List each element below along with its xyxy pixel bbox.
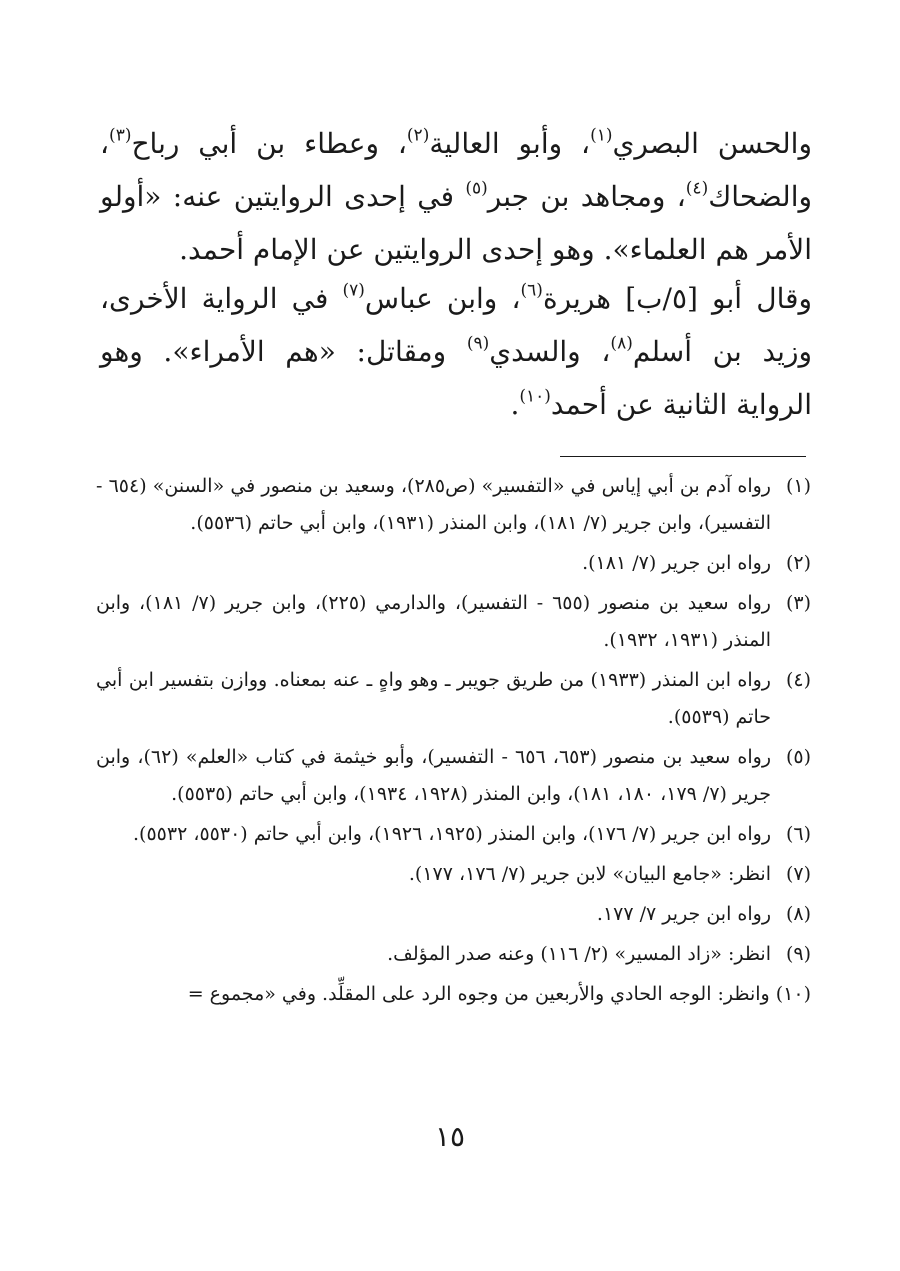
footnote-text: رواه سعيد بن منصور (٦٥٣، ٦٥٦ - التفسير)، وأبو خيثمة في كتاب «العلم» (٦٢)، وابن جرير (٧/ ١٧٩، ١٨٠، ١٨١)، وابن المنذر (١٩٢٨، ١٩٣٤)، وابن أبي حاتم (٥٥٣٥).	[96, 746, 772, 805]
body-segment: ، والسدي	[489, 335, 611, 368]
body-segment: ، وابن عباس	[364, 282, 521, 315]
footnote-text: وانظر: الوجه الحادي والأربعين من وجوه الرد على المقلِّد. وفي «مجموع =	[187, 983, 770, 1005]
footnote-number: (٦)	[785, 823, 811, 845]
footnote-marker[interactable]: (٧)	[342, 280, 365, 301]
body-segment: ، وأبو العالية	[429, 127, 591, 160]
body-segment: والحسن البصري	[612, 127, 812, 160]
footnote-number: (٣)	[785, 592, 811, 614]
footnote-marker[interactable]: (٣)	[109, 125, 132, 146]
body-segment: في إحدى الروايتين عنه: «أولو الأمر هم العلماء». وهو إحدى الروايتين عن الإمام أحمد.	[100, 180, 812, 266]
body-segment: ، والضحاك	[100, 127, 812, 213]
body-segment: في الرواية الأخرى، وزيد بن أسلم	[100, 282, 812, 368]
footnote-text: رواه ابن المنذر (١٩٣٣) من طريق جويبر ـ وهو واهٍ ـ عنه بمعناه. ووازن بتفسير ابن أبي حاتم (٥٥٣٩).	[96, 669, 771, 728]
body-segment: ، ومجاهد بن جبر	[487, 180, 686, 213]
footnote	[96, 739, 811, 813]
footnote	[96, 662, 811, 736]
footnote-text: رواه ابن جرير ٧/ ١٧٧.	[596, 903, 771, 925]
footnote-marker[interactable]: (٦)	[520, 280, 543, 301]
footnote-text: رواه سعيد بن منصور (٦٥٥ - التفسير)، والدارمي (٢٢٥)، وابن جرير (٧/ ١٨١)، وابن المنذر (١٩٣١، ١٩٣٢).	[96, 592, 771, 651]
footnote	[96, 856, 811, 893]
footnote-number: (٤)	[785, 669, 811, 691]
footnote-number: (٧)	[785, 863, 811, 885]
footnote-marker[interactable]: (٩)	[466, 333, 490, 354]
footnote-number: (٨)	[785, 903, 811, 925]
footnote	[96, 896, 811, 933]
footnotes-list	[96, 468, 811, 1016]
body-paragraph-1	[100, 117, 812, 276]
footnote-marker[interactable]: (٤)	[685, 178, 709, 199]
footnote-marker[interactable]: (٢)	[406, 125, 430, 146]
footnote-number: (٢)	[785, 552, 811, 574]
footnote-number: (١)	[785, 475, 811, 497]
footnote-marker[interactable]: (١٠)	[519, 386, 551, 407]
footnote	[96, 976, 811, 1013]
body-segment: ومقاتل: «هم الأمراء». وهو الرواية الثانية عن أحمد	[100, 335, 812, 421]
footnote	[96, 936, 811, 973]
body-segment: .	[510, 388, 520, 421]
footnote-number: (١٠)	[775, 983, 811, 1005]
footnote-number: (٥)	[785, 746, 811, 768]
footnote-text: رواه ابن جرير (٧/ ١٧٦)، وابن المنذر (١٩٢٥، ١٩٢٦)، وابن أبي حاتم (٥٥٣٠، ٥٥٣٢).	[133, 823, 771, 845]
footnote-number: (٩)	[785, 943, 811, 965]
footnote-text: انظر: «زاد المسير» (٢/ ١١٦) وعنه صدر المؤلف.	[387, 943, 771, 965]
body-segment: وقال أبو [٥/ب] هريرة	[542, 282, 813, 315]
body-paragraph-2	[100, 272, 812, 431]
footnote	[96, 585, 811, 659]
body-segment: ، وعطاء بن أبي رباح	[131, 127, 407, 160]
footnote	[96, 468, 811, 542]
footnote-separator	[560, 456, 806, 457]
page-number: ١٥	[434, 1120, 466, 1153]
footnote-text: رواه آدم بن أبي إياس في «التفسير» (ص٢٨٥)، وسعيد بن منصور في «السنن» (٦٥٤ - التفسير)، وابن جرير (٧/ ١٨١)، وابن المنذر (١٩٣١)، وابن أبي حاتم (٥٥٣٦).	[96, 475, 771, 534]
footnote-text: رواه ابن جرير (٧/ ١٨١).	[582, 552, 771, 574]
footnote	[96, 545, 811, 582]
footnote-marker[interactable]: (٨)	[610, 333, 633, 354]
footnote-text: انظر: «جامع البيان» لابن جرير (٧/ ١٧٦، ١٧٧).	[408, 863, 771, 885]
footnote-marker[interactable]: (٥)	[465, 178, 488, 199]
footnote	[96, 816, 811, 853]
footnote-marker[interactable]: (١)	[590, 125, 613, 146]
